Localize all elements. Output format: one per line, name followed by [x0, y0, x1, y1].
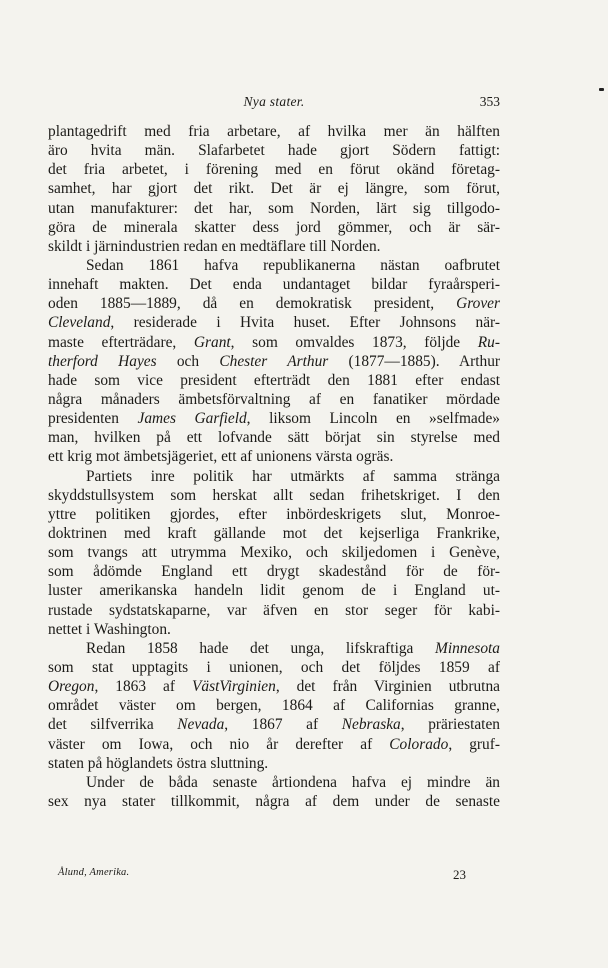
text-line: skyddstullsystem som herskat allt sedan frihetskriget. I den — [48, 486, 500, 504]
text-line: staten på höglandets östra sluttning. — [48, 754, 269, 772]
signature-mark: Ålund, Amerika. — [58, 867, 130, 878]
text-line: som stat upptagits i unionen, och det följdes 1859 af — [48, 658, 500, 676]
text-line: skildt i järnindustrien redan en medtäflare till Norden. — [48, 237, 381, 255]
text-line: Cleveland, residerade i Hvita huset. Efter Johnsons när- — [48, 314, 500, 332]
text-line: rustade sydstatskaparne, var äfven en stor seger för kabi- — [48, 601, 500, 619]
text-line: oden 1885—1889, då en demokratisk president, Grover — [48, 295, 500, 313]
text-line: plantagedrift med fria arbetare, af hvilka mer än hälften — [48, 123, 500, 140]
text-line: det fria arbetet, i förening med en förut okänd företag- — [48, 161, 500, 179]
text-line: luster amerikanska handeln lidit genom de i England ut- — [48, 582, 500, 600]
body-text — [48, 122, 500, 811]
text-line: Under de båda senaste årtiondena hafva ej mindre än — [86, 773, 500, 791]
sheet-number: 23 — [453, 867, 466, 882]
text-line: som ådömde England ett drygt skadestånd för de för- — [48, 563, 500, 581]
text-line: utan manufakturer: det har, som Norden, lärt sig tillgodo- — [48, 199, 500, 217]
text-line: hade som vice president efterträdt den 1881 efter endast — [48, 371, 500, 389]
running-title: Nya stater. — [243, 94, 305, 109]
text-line: nettet i Washington. — [48, 620, 171, 638]
text-line: sex nya stater tillkommit, några af dem under de senaste — [48, 792, 500, 810]
text-line: therford Hayes och Chester Arthur (1877—1885). Arthur — [48, 352, 501, 370]
text-line: Sedan 1861 hafva republikanerna nästan oafbrutet — [86, 256, 500, 274]
text-line: området väster om bergen, 1864 af Californias granne, — [48, 697, 500, 715]
page-footer — [58, 867, 466, 885]
text-line: Redan 1858 hade det unga, lifskraftiga Minnesota — [86, 639, 500, 657]
text-line: äro hvita män. Slafarbetet hade gjort Södern fattigt: — [48, 142, 500, 160]
ink-mark — [599, 88, 604, 91]
text-line: Oregon, 1863 af VästVirginien, det från Virginien utbrutna — [48, 678, 500, 696]
text-line: samhet, har gjort det rikt. Det är ej längre, som förut, — [48, 180, 500, 198]
text-line: göra de minerala skatter dess jord gömmer, och är sär- — [48, 218, 500, 236]
text-line: doktrinen med kraft gällande mot det kejserliga Frankrike, — [48, 524, 500, 542]
page-number: 353 — [479, 94, 500, 109]
running-head — [48, 94, 500, 114]
text-line: väster om Iowa, och nio år derefter af Colorado, gruf- — [48, 735, 501, 753]
text-line: yttre politiken gjordes, efter inbördeskrigets slut, Monroe- — [48, 505, 500, 523]
text-line: innehaft makten. Det enda undantaget bildar fyraårsperi- — [48, 276, 500, 294]
text-line: ett krig mot ämbetsjägeriet, ett af unionens värsta ogräs. — [48, 448, 394, 466]
text-line: man, hvilken på ett lofvande sätt börjat sin styrelse med — [48, 429, 500, 447]
text-line: Partiets inre politik har utmärkts af samma stränga — [86, 467, 500, 485]
text-line: det silfverrika Nevada, 1867 af Nebraska, präriestaten — [48, 716, 500, 734]
text-line: som tvangs att utrymma Mexiko, och skiljedomen i Genève, — [48, 544, 500, 562]
text-line: presidenten James Garfield, liksom Lincoln en »selfmade» — [48, 410, 500, 428]
text-line: några månaders ämbetsförvaltning af en fanatiker mördade — [48, 390, 500, 408]
text-line: maste efterträdare, Grant, som omvaldes 1873, följde Ru- — [48, 333, 500, 351]
